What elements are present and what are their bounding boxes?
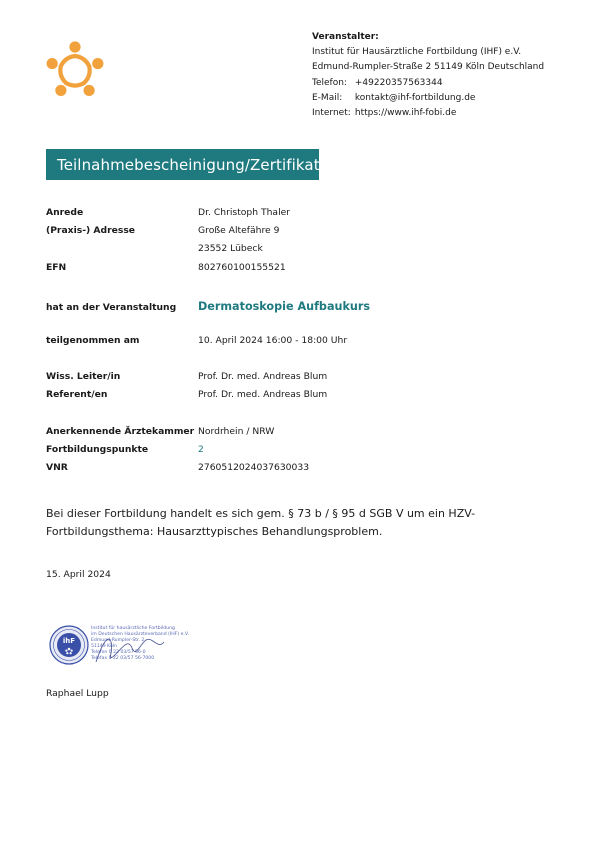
leader-value: Prof. Dr. med. Andreas Blum xyxy=(198,371,328,382)
hzv-statement: Bei dieser Fortbildung handelt es sich gem. § 73 b / § 95 d SGB V um ein HZV-Fortbildungsthema: Hausarzttypisches Behandlungsproblem. xyxy=(46,507,476,538)
email-link[interactable]: kontakt@ihf-fortbildung.de xyxy=(354,92,476,103)
salutation-value: Dr. Christoph Thaler xyxy=(198,207,291,218)
web-link[interactable]: https://www.ihf-fobi.de xyxy=(354,108,457,119)
stamp-seal-text: ihF xyxy=(62,637,76,645)
stamp-line-5: Telefon 0 22 03/57 56-0 xyxy=(91,650,146,655)
email-label: E-Mail: xyxy=(312,92,343,103)
attended-value: 10. April 2024 16:00 - 18:00 Uhr xyxy=(198,335,348,346)
speaker-label: Referent/en xyxy=(46,389,108,400)
efn-value: 802760100155521 xyxy=(198,262,286,273)
chamber-value: Nordrhein / NRW xyxy=(198,426,275,437)
issue-date: 15. April 2024 xyxy=(46,569,111,580)
street-value: Große Altefähre 9 xyxy=(198,225,280,236)
city-value: 23552 Lübeck xyxy=(198,243,263,254)
phone-value: +49220357563344 xyxy=(354,77,443,88)
organizer-block xyxy=(312,30,544,121)
vnr-label: VNR xyxy=(46,462,68,473)
institute-stamp xyxy=(48,622,198,668)
organizer-email-row xyxy=(312,91,544,106)
signer-name: Raphael Lupp xyxy=(46,688,109,699)
organizer-name: Institut für Hausärztliche Fortbildung (IHF) e.V. xyxy=(312,47,522,58)
certificate-title-text: Teilnahmebescheinigung/Zertifikat xyxy=(57,155,320,174)
ihf-logo-icon xyxy=(42,38,108,104)
speaker-value: Prof. Dr. med. Andreas Blum xyxy=(198,389,328,400)
leader-label: Wiss. Leiter/in xyxy=(46,371,121,382)
salutation-label: Anrede xyxy=(46,207,84,218)
organizer-address: Edmund-Rumpler-Straße 2 51149 Köln Deutschland xyxy=(312,62,545,73)
web-label: Internet: xyxy=(312,108,351,119)
stamp-line-3: Edmund-Rumpler-Str. 2 xyxy=(91,638,145,643)
organizer-heading: Veranstalter: xyxy=(312,32,379,42)
attended-label: teilgenommen am xyxy=(46,335,140,346)
points-label: Fortbildungspunkte xyxy=(46,444,149,455)
phone-label: Telefon: xyxy=(312,77,347,88)
organizer-web-row xyxy=(312,106,544,121)
stamp-line-2: im Deutschen Hausärzteverband (IHF) e.V. xyxy=(91,632,189,637)
vnr-value: 2760512024037630033 xyxy=(198,462,310,473)
event-title: Dermatoskopie Aufbaukurs xyxy=(198,300,371,313)
points-value: 2 xyxy=(198,444,204,455)
stamp-line-4: 51149 Köln xyxy=(91,644,117,649)
organizer-phone-row xyxy=(312,76,544,91)
event-label: hat an der Veranstaltung xyxy=(46,302,177,313)
address-label: (Praxis-) Adresse xyxy=(46,225,136,236)
stamp-line-1: Institut für hausärztliche Fortbildung xyxy=(91,626,175,631)
stamp-line-6: Telefax 0 22 03/57 56-7000 xyxy=(91,656,155,661)
chamber-label: Anerkennende Ärztekammer xyxy=(46,426,195,437)
certificate-title xyxy=(46,149,319,180)
efn-label: EFN xyxy=(46,262,67,273)
